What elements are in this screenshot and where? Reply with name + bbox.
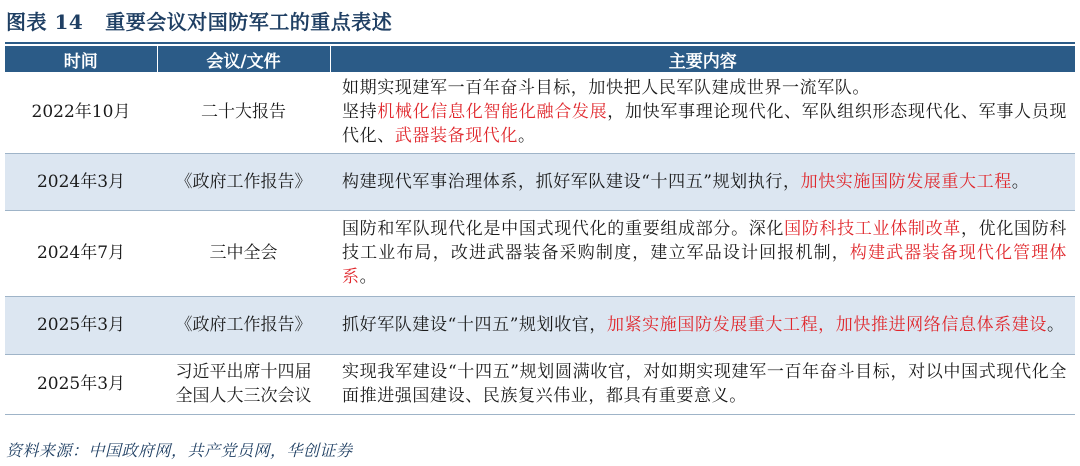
row-meeting [157,354,330,414]
content-highlight: 武器装备现代化 [394,126,519,147]
content-highlight: 国防科技工业体制改革 [784,219,961,239]
content-seg: 国防和军队现代化是中国式现代化的重要组成部分。深化 [342,219,785,239]
row-content [330,354,1075,414]
table-row [5,72,1075,153]
row-meeting [157,296,330,354]
content-seg: 抓好军队建设“十四五”规划收官， [342,315,607,335]
row-meeting [157,153,330,210]
content-seg: 实现我军建设“十四五”规划圆满收官，对如期实现建军一百年奋斗目标，对以中国式现代化全面推进强国建设、民族复兴伟业，都具有重要意义。 [342,362,1067,406]
figure-title-text: 重要会议对国防军工的重点表述 [105,10,393,34]
header-meeting: 会议/文件 [157,46,330,72]
meeting-line: 《政府工作报告》 [175,171,312,192]
figure-title [6,5,392,39]
table-row [5,296,1075,354]
content-highlight: 构建武器装备现代化管理体系 [342,243,1067,287]
row-time: 2025年3月 [5,296,157,354]
row-content [330,210,1075,296]
content-seg: 。 [518,126,536,147]
row-meeting [157,72,330,153]
row-time: 2024年3月 [5,153,157,210]
table-row [5,153,1075,210]
table-header-row [5,46,1075,72]
content-seg: ，优化国防科技工业布局，改进武器装备采购制度，建立军品设计回报机制， [342,219,1068,263]
content-seg: ，加快军事理论现代化、军队组织形态现代化、军事人员现代化、 [342,102,1067,147]
content-seg: 坚持 [342,102,378,123]
content-seg: 构建现代军事治理体系，抓好军队建设“十四五”规划执行， [342,171,801,192]
title-rule [5,42,1075,44]
row-time: 2025年3月 [5,354,157,414]
meeting-line: 三中全会 [209,243,278,263]
meetings-table [5,46,1075,415]
content-seg: 。 [1046,315,1065,335]
content-highlight: 加快实施国防发展重大工程 [800,171,1012,192]
content-seg: 。 [359,267,378,287]
content-seg: 如期实现建军一百年奋斗目标，加快把人民军队建成世界一流军队。 [342,78,870,99]
header-content: 主要内容 [330,46,1075,72]
header-time: 时间 [5,46,157,72]
content-highlight: 机械化信息化智能化融合发展 [377,102,608,123]
row-time: 2024年7月 [5,210,157,296]
row-content [330,296,1075,354]
figure-number: 图表 14 [6,10,84,34]
meeting-line: 习近平出席十四届 [175,362,312,382]
row-meeting [157,210,330,296]
table-row [5,210,1075,296]
row-time: 2022年10月 [5,72,157,153]
row-content [330,72,1075,153]
content-highlight: 加紧实施国防发展重大工程，加快推进网络信息体系建设 [606,315,1047,335]
meeting-line: 二十大报告 [201,102,286,123]
meeting-line: 全国人大三次会议 [175,386,312,406]
row-content [330,153,1075,210]
content-seg: 。 [1011,171,1030,192]
table-row [5,354,1075,414]
source-note: 资料来源：中国政府网，共产党员网，华创证券 [6,441,353,460]
meeting-line: 《政府工作报告》 [175,315,312,335]
